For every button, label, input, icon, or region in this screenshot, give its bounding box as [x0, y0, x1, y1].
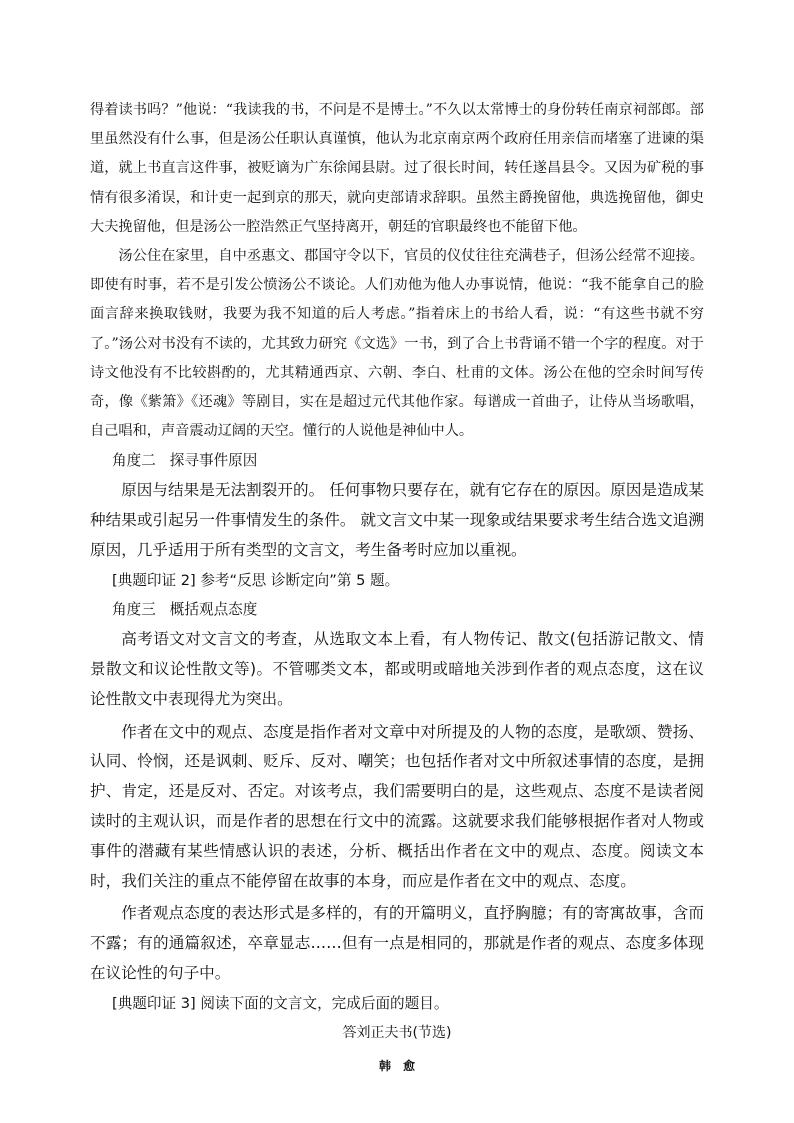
angle-3-title: 概括观点态度: [169, 601, 258, 619]
angle-2-body: 原因与结果是无法割裂开的。 任何事物只要存在，就有它存在的原因。原因是造成某种结果或引起另一件事情发生的条件。 就文言文中某一现象或结果要求考生结合选文追溯原因，几乎适用于所有类型的文言文，考生备考时应加以重视。: [90, 481, 704, 559]
article-author: 韩愈: [378, 1059, 427, 1074]
angle-3-body-2: 作者在文中的观点、态度是指作者对文章中对所提及的人物的态度，是歌颂、赞扬、认同、怜悯，还是讽刺、贬斥、反对、嘲笑；也包括作者对文中所叙述事情的态度，是拥护、肯定，还是反对、否定。对该考点，我们需要明白的是，这些观点、态度不是读者阅读时的主观认识，而是作者的思想在行文中的流露。这就要求我们能够根据作者对人物或事件的潜藏有某些情感认识的表述，分析、概括出作者在文中的观点、态度。阅读文本时，我们关注的重点不能停留在故事的本身，而应是作者在文中的观点、态度。: [90, 722, 704, 890]
angle-3-body-3: 作者观点态度的表达形式是多样的，有的开篇明义，直抒胸臆；有的寄寓故事，含而不露；有的通篇叙述，卒章显志……但有一点是相同的，那就是作者的观点、态度多体现在议论性的句子中。: [90, 904, 704, 982]
angle-3-body-1: 高考语文对文言文的考查，从选取文本上看，有人物传记、散文(包括游记散文、情景散文和议论性散文等)。不管哪类文本，都或明或暗地关涉到作者的观点态度，这在议论性散文中表现得尤为突出。: [90, 630, 704, 708]
example-2: [典题印证 2] 参考“反思 诊断定向”第 5 题。: [112, 571, 400, 589]
section-heading-angle-3: [90, 595, 704, 625]
angle-2-title: 探寻事件原因: [169, 452, 258, 470]
document-page: [90, 96, 704, 1084]
article-title: 答刘正夫书(节选): [342, 1024, 452, 1041]
section-heading-angle-2: [90, 446, 704, 476]
angle-2-label: 角度二: [112, 452, 156, 470]
angle-3-label: 角度三: [112, 601, 156, 619]
example-3: [典题印证 3] 阅读下面的文言文，完成后面的题目。: [112, 994, 449, 1012]
passage-paragraph-1: 得着读书吗？”他说：“我读我的书，不问是不是博士。”不久以太常博士的身份转任南京祠部郎。部里虽然没有什么事，但是汤公任职认真谨慎，他认为北京南京两个政府任用亲信而堵塞了进谏的渠道，就上书直言这件事，被贬谪为广东徐闻县尉。过了很长时间，转任遂昌县令。又因为矿税的事情有很多淆误，和计吏一起到京的那天，就向吏部请求辞职。虽然主爵挽留他，典选挽留他，御史大夫挽留他，但是汤公一腔浩然正气坚持离开，朝廷的官职最终也不能留下他。: [90, 102, 704, 235]
passage-paragraph-2: 汤公住在家里，自中丞惠文、郡国守令以下，官员的仪仗往往充满巷子，但汤公经常不迎接。即使有时事，若不是引发公愤汤公不谈论。人们劝他为他人办事说情，他说：“我不能拿自己的脸面言辞来换取钱财，我要为我不知道的后人考虑。”指着床上的书给人看，说：“有这些书就不穷了。”汤公对书没有不读的，尤其致力研究《文选》一书，到了合上书背诵不错一个字的程度。对于诗文他没有不比较斟酌的，尤其精通西京、六朝、李白、杜甫的文体。汤公在他的空余时间写传奇，像《紫箫》《还魂》等剧目，实在是超过元代其他作家。每谱成一首曲子，让侍从当场歌唱，自己唱和，声音震动辽阔的天空。懂行的人说他是神仙中人。: [90, 248, 704, 440]
